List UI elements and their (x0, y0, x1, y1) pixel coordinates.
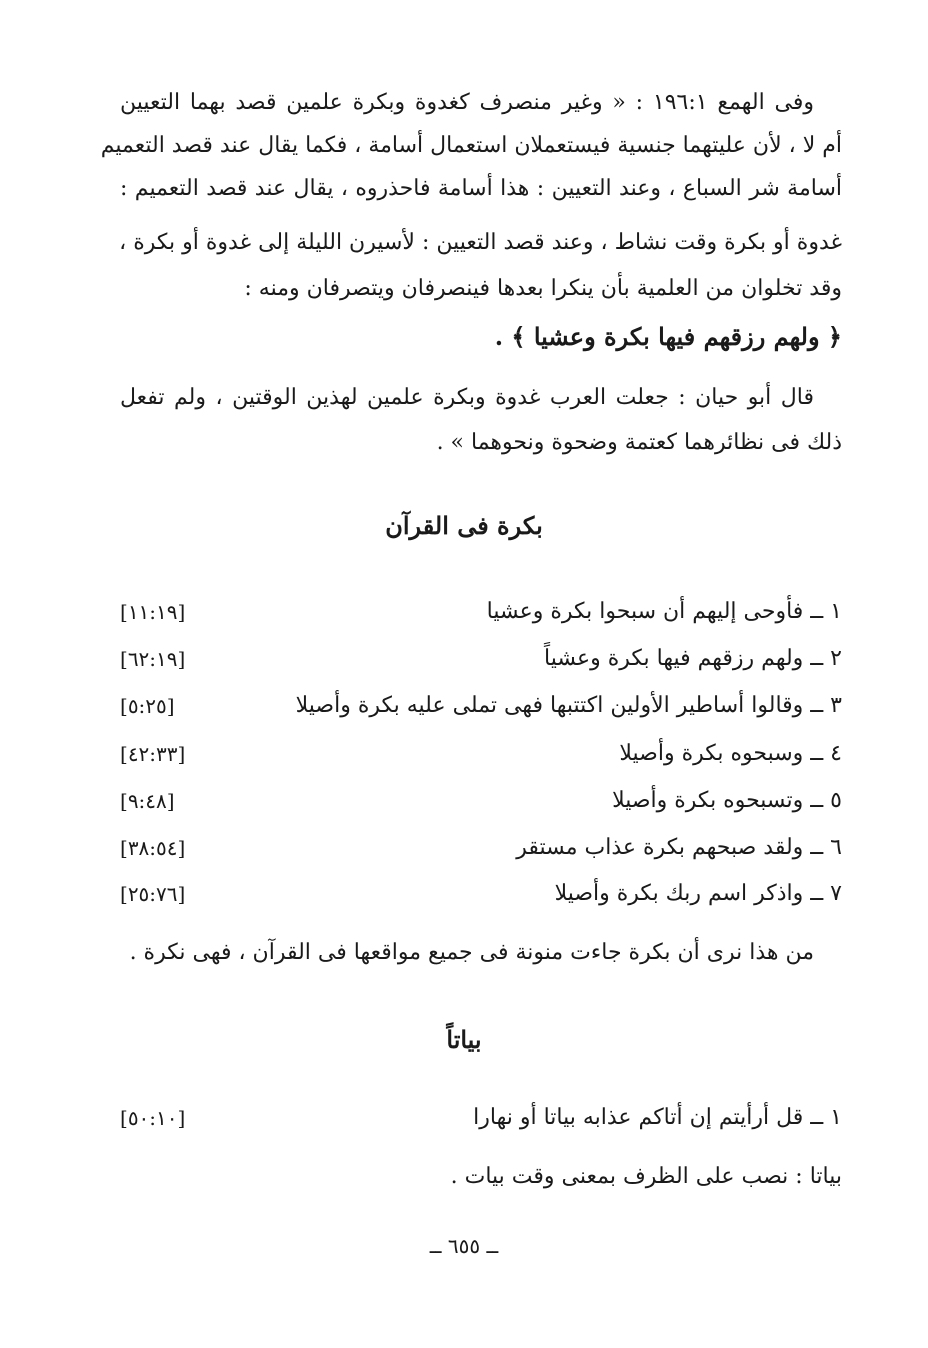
quranic-verse: ﴿ ولهم رزقهم فيها بكرة وعشيا ﴾ . (494, 322, 842, 351)
verse-text: ٦ ــ ولقد صبحهم بكرة عذاب مستقر (516, 835, 842, 860)
section-heading-bayatan: بياتاً (446, 1025, 482, 1054)
section2-note: بياتا : نصب على الظرف بمعنى وقت بيات . (450, 1164, 842, 1189)
verse-text: ٤ ــ وسبحوه بكرة وأصيلا (619, 741, 842, 766)
verse-item (120, 596, 842, 628)
verse-reference: [٣٨:٥٤] (120, 836, 186, 860)
verse-reference: [٤٢:٣٣] (120, 742, 186, 766)
verse-item (120, 785, 842, 817)
verse-text: ١ ــ قل أرأيتم إن أتاكم عذابه بياتا أو نهارا (473, 1105, 842, 1130)
verse-reference: [٩:٤٨] (120, 789, 175, 813)
verse-reference: [١١:١٩] (120, 600, 186, 624)
intro-line-5: وقد تخلوان من العلمية بأن ينكرا بعدها فينصرفان ويتصرفان ومنه : (244, 276, 842, 301)
verse-reference: [٢٥:٧٦] (120, 882, 186, 906)
verse-item (120, 738, 842, 770)
verse-reference: [٦٢:١٩] (120, 647, 186, 671)
verse-item (120, 878, 842, 910)
verse-item (120, 690, 842, 722)
verse-text: ١ ــ فأوحى إليهم أن سبحوا بكرة وعشيا (486, 599, 842, 624)
section1-conclusion: من هذا نرى أن بكرة جاءت منونة فى جميع مواقعها فى القرآن ، فهى نكرة . (129, 940, 814, 965)
verse-text: ٧ ــ واذكر اسم ربك بكرة وأصيلا (554, 881, 842, 906)
intro-line-2: أم لا ، لأن عليتهما جنسية فيستعملان استعمال أسامة ، فكما يقال عند قصد التعميم (100, 133, 842, 158)
verse-text: ٣ ــ وقالوا أساطير الأولين اكتتبها فهى تملى عليه بكرة وأصيلا (295, 693, 842, 718)
verse-item (120, 1102, 842, 1134)
verse-text: ٢ ــ ولهم رزقهم فيها بكرة وعشياً (544, 646, 842, 671)
verse-item (120, 832, 842, 864)
intro-line-3: أسامة شر السباع ، وعند التعيين : هذا أسامة فاحذروه ، يقال عند قصد التعميم : (120, 176, 842, 201)
quote-line-1: قال أبو حيان : جعلت العرب غدوة وبكرة علمين لهذين الوقتين ، ولم تفعل (120, 385, 814, 410)
verse-item (120, 643, 842, 675)
verse-reference: [٥:٢٥] (120, 694, 175, 718)
section-heading-bukra: بكرة فى القرآن (385, 511, 543, 540)
verse-text: ٥ ــ وتسبحوه بكرة وأصيلا (612, 788, 842, 813)
quote-line-2: ذلك فى نظائرهما كعتمة وضحوة ونحوهما » . (436, 430, 842, 455)
intro-line-1: وفى الهمع ١٩٦:١ : « وغير منصرف كغدوة وبكرة علمين قصد بهما التعيين (120, 90, 814, 115)
page-number: ــ ٦٥٥ ــ (429, 1234, 499, 1258)
intro-line-4: غدوة أو بكرة وقت نشاط ، وعند قصد التعيين : لأسيرن الليلة إلى غدوة أو بكرة ، (119, 230, 842, 255)
verse-reference: [٥٠:١٠] (120, 1106, 186, 1130)
